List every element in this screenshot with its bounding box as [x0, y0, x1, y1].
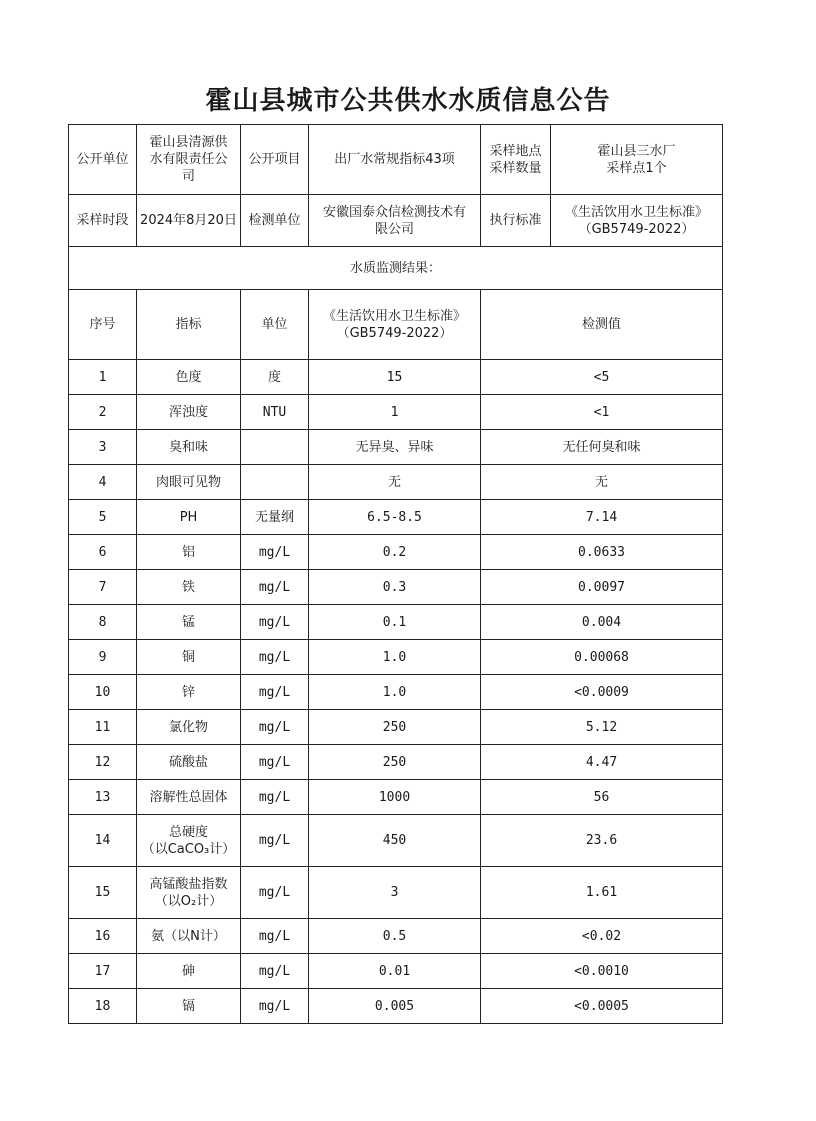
table-row	[69, 535, 723, 570]
row-indicator: 铜	[137, 640, 241, 675]
col-value-header: 检测值	[481, 290, 723, 360]
row-value: 23.6	[481, 815, 723, 867]
row-indicator: 硫酸盐	[137, 745, 241, 780]
row-unit: mg/L	[241, 989, 309, 1024]
row-unit: NTU	[241, 395, 309, 430]
row-indicator: 肉眼可见物	[137, 465, 241, 500]
row-unit: mg/L	[241, 815, 309, 867]
row-indicator: 溶解性总固体	[137, 780, 241, 815]
row-limit: 250	[309, 745, 481, 780]
row-unit: 无量纲	[241, 500, 309, 535]
row-indicator: 浑浊度	[137, 395, 241, 430]
row-unit: mg/L	[241, 605, 309, 640]
col-unit-header: 单位	[241, 290, 309, 360]
row-no: 4	[69, 465, 137, 500]
row-indicator: 氨（以N计）	[137, 919, 241, 954]
results-body	[69, 360, 723, 1024]
row-no: 1	[69, 360, 137, 395]
row-value: 0.004	[481, 605, 723, 640]
row-indicator: 总硬度 （以CaCO₃计）	[137, 815, 241, 867]
row-limit: 250	[309, 710, 481, 745]
row-value: 0.0097	[481, 570, 723, 605]
table-row	[69, 570, 723, 605]
row-unit: mg/L	[241, 710, 309, 745]
row-unit: mg/L	[241, 675, 309, 710]
row-unit: mg/L	[241, 954, 309, 989]
table-row	[69, 867, 723, 919]
row-no: 9	[69, 640, 137, 675]
row-value: <0.0005	[481, 989, 723, 1024]
table-row	[69, 745, 723, 780]
table-row	[69, 780, 723, 815]
row-limit: 0.1	[309, 605, 481, 640]
row-unit	[241, 465, 309, 500]
table-row	[69, 395, 723, 430]
row-limit: 0.2	[309, 535, 481, 570]
row-value: 1.61	[481, 867, 723, 919]
info-row-1	[69, 125, 723, 195]
sampling-label: 采样地点 采样数量	[481, 125, 551, 195]
row-no: 10	[69, 675, 137, 710]
row-limit: 6.5-8.5	[309, 500, 481, 535]
row-no: 8	[69, 605, 137, 640]
row-no: 2	[69, 395, 137, 430]
row-limit: 无异臭、异味	[309, 430, 481, 465]
row-limit: 3	[309, 867, 481, 919]
standard-value: 《生活饮用水卫生标准》 （GB5749-2022）	[551, 195, 723, 247]
info-row-2	[69, 195, 723, 247]
row-indicator: 锌	[137, 675, 241, 710]
table-row	[69, 465, 723, 500]
table-row	[69, 430, 723, 465]
row-indicator: 高锰酸盐指数 （以O₂计）	[137, 867, 241, 919]
table-row	[69, 710, 723, 745]
row-indicator: 铝	[137, 535, 241, 570]
row-limit: 0.005	[309, 989, 481, 1024]
standard-label: 执行标准	[481, 195, 551, 247]
row-indicator: PH	[137, 500, 241, 535]
table-row	[69, 675, 723, 710]
results-title: 水质监测结果：	[69, 247, 723, 290]
table-row	[69, 954, 723, 989]
publisher-value: 霍山县清源供 水有限责任公 司	[137, 125, 241, 195]
row-limit: 15	[309, 360, 481, 395]
col-indicator-header: 指标	[137, 290, 241, 360]
row-indicator: 锰	[137, 605, 241, 640]
period-label: 采样时段	[69, 195, 137, 247]
row-no: 18	[69, 989, 137, 1024]
row-unit: 度	[241, 360, 309, 395]
table-row	[69, 919, 723, 954]
row-no: 11	[69, 710, 137, 745]
row-limit: 1.0	[309, 675, 481, 710]
row-indicator: 铁	[137, 570, 241, 605]
row-value: <1	[481, 395, 723, 430]
row-unit: mg/L	[241, 867, 309, 919]
sampling-value: 霍山县三水厂 采样点1个	[551, 125, 723, 195]
results-title-row	[69, 247, 723, 290]
row-no: 15	[69, 867, 137, 919]
row-unit: mg/L	[241, 919, 309, 954]
table-row	[69, 989, 723, 1024]
project-value: 出厂水常规指标43项	[309, 125, 481, 195]
row-unit: mg/L	[241, 780, 309, 815]
row-unit	[241, 430, 309, 465]
water-quality-table	[68, 124, 723, 1024]
period-value: 2024年8月20日	[137, 195, 241, 247]
table-row	[69, 360, 723, 395]
project-label: 公开项目	[241, 125, 309, 195]
row-value: 0.00068	[481, 640, 723, 675]
row-limit: 0.01	[309, 954, 481, 989]
row-no: 13	[69, 780, 137, 815]
row-indicator: 氯化物	[137, 710, 241, 745]
row-limit: 0.3	[309, 570, 481, 605]
page-title: 霍山县城市公共供水水质信息公告	[205, 86, 611, 116]
row-limit: 1000	[309, 780, 481, 815]
row-value: 无任何臭和味	[481, 430, 723, 465]
publisher-label: 公开单位	[69, 125, 137, 195]
row-no: 14	[69, 815, 137, 867]
col-standard-header: 《生活饮用水卫生标准》 （GB5749-2022）	[309, 290, 481, 360]
row-value: 无	[481, 465, 723, 500]
table-row	[69, 815, 723, 867]
row-no: 5	[69, 500, 137, 535]
row-limit: 1	[309, 395, 481, 430]
column-header-row	[69, 290, 723, 360]
row-value: <5	[481, 360, 723, 395]
row-no: 3	[69, 430, 137, 465]
row-value: 5.12	[481, 710, 723, 745]
row-unit: mg/L	[241, 535, 309, 570]
row-indicator: 臭和味	[137, 430, 241, 465]
row-value: 0.0633	[481, 535, 723, 570]
row-indicator: 砷	[137, 954, 241, 989]
row-no: 16	[69, 919, 137, 954]
row-limit: 450	[309, 815, 481, 867]
row-value: <0.02	[481, 919, 723, 954]
row-no: 17	[69, 954, 137, 989]
table-row	[69, 605, 723, 640]
row-no: 12	[69, 745, 137, 780]
lab-value: 安徽国泰众信检测技术有 限公司	[309, 195, 481, 247]
col-no-header: 序号	[69, 290, 137, 360]
row-indicator: 镉	[137, 989, 241, 1024]
row-value: 4.47	[481, 745, 723, 780]
row-limit: 无	[309, 465, 481, 500]
row-limit: 1.0	[309, 640, 481, 675]
row-value: 7.14	[481, 500, 723, 535]
row-unit: mg/L	[241, 570, 309, 605]
row-indicator: 色度	[137, 360, 241, 395]
table-row	[69, 640, 723, 675]
row-value: <0.0009	[481, 675, 723, 710]
lab-label: 检测单位	[241, 195, 309, 247]
row-no: 7	[69, 570, 137, 605]
row-limit: 0.5	[309, 919, 481, 954]
row-value: 56	[481, 780, 723, 815]
row-unit: mg/L	[241, 745, 309, 780]
row-value: <0.0010	[481, 954, 723, 989]
table-row	[69, 500, 723, 535]
row-unit: mg/L	[241, 640, 309, 675]
row-no: 6	[69, 535, 137, 570]
